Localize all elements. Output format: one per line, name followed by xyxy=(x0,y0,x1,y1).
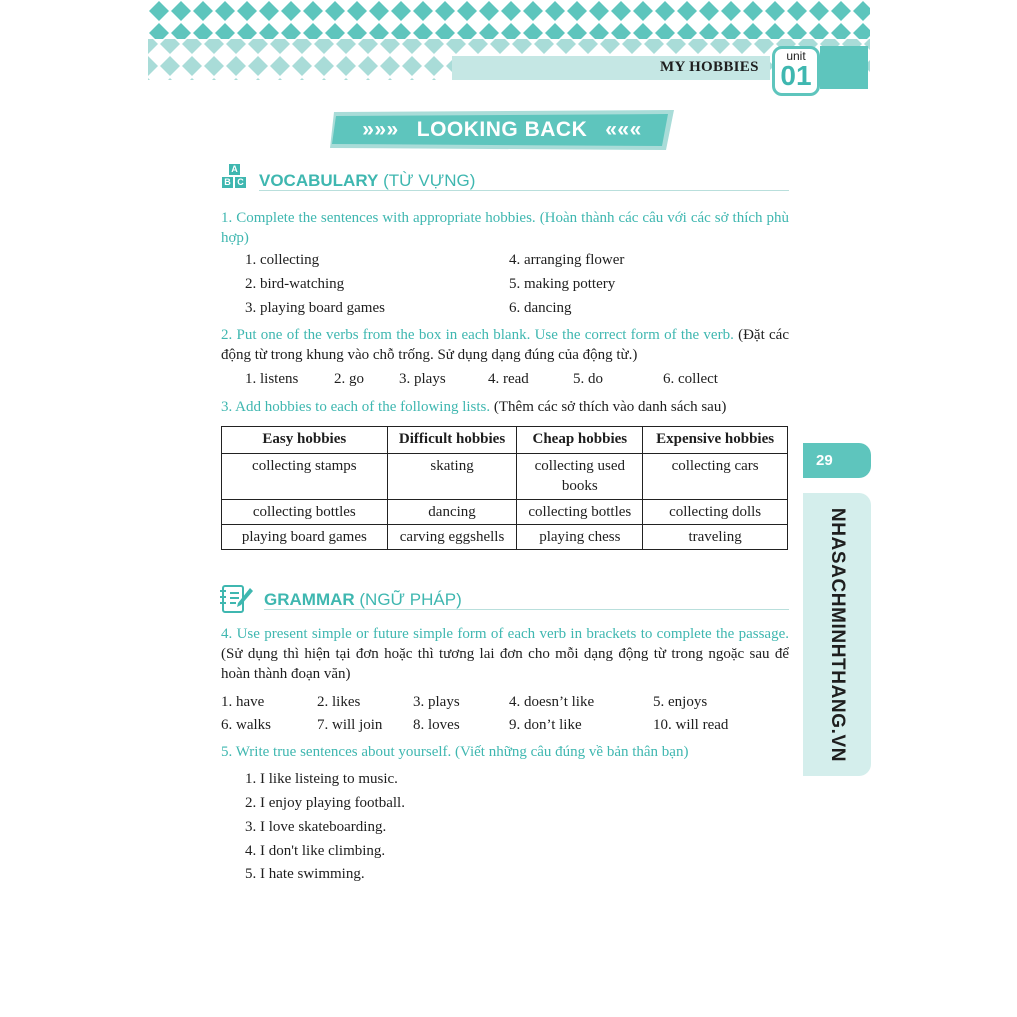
unit-number: 01 xyxy=(780,60,812,91)
q2-answer-5: 5. do xyxy=(573,371,603,387)
column-header: Cheap hobbies xyxy=(517,427,643,454)
table-row xyxy=(222,500,788,525)
q4-answer-3: 3. plays xyxy=(413,694,460,710)
banner-label: LOOKING BACK xyxy=(416,118,588,141)
section-divider xyxy=(264,609,789,610)
table-cell: collecting bottles xyxy=(517,500,643,525)
q1-answer-3: 3. playing board games xyxy=(245,300,385,316)
icon-letter-b: B xyxy=(222,177,233,188)
q2-translation: (Đặt các động từ trong khung vào chỗ trống. Sử dụng dạng đúng của động từ.) xyxy=(221,327,789,363)
table-cell: dancing xyxy=(387,500,517,525)
q1-answer-5: 5. making pottery xyxy=(509,276,616,292)
vocabulary-title: VOCABULARY xyxy=(259,171,379,190)
chevron-left-icon: ««« xyxy=(605,118,642,141)
vocabulary-subtitle: (TỪ VỰNG) xyxy=(383,171,476,190)
publisher-name: NHASACHMINHTHANG.VN xyxy=(827,507,848,763)
table-cell: collecting bottles xyxy=(222,500,388,525)
question-5 xyxy=(221,742,688,762)
q4-prompt: 4. Use present simple or future simple form of each verb in brackets to complete the passage. xyxy=(221,626,789,642)
column-header: Expensive hobbies xyxy=(643,427,788,454)
q5-answer-3: 3. I love skateboarding. xyxy=(245,819,387,835)
chapter-title: MY HOBBIES xyxy=(660,59,759,75)
q4-answer-10: 10. will read xyxy=(653,717,729,733)
q4-answer-8: 8. loves xyxy=(413,717,460,733)
q4-answer-7: 7. will join xyxy=(317,717,383,733)
unit-label: unit xyxy=(786,49,806,63)
q5-translation: (Viết những câu đúng về bản thân bạn) xyxy=(455,744,689,760)
table-row xyxy=(222,454,788,500)
q1-prompt: 1. Complete the sentences with appropriate hobbies. xyxy=(221,210,536,226)
table-row xyxy=(222,525,788,550)
page-number: 29 xyxy=(803,443,871,478)
question-2 xyxy=(221,325,789,365)
q1-answer-2: 2. bird-watching xyxy=(245,276,345,292)
icon-letter-c: C xyxy=(235,177,246,188)
grammar-title: GRAMMAR xyxy=(264,590,355,609)
q4-answer-1: 1. have xyxy=(221,694,265,710)
chevron-right-icon: »»» xyxy=(362,118,399,141)
q4-answer-9: 9. don’t like xyxy=(509,717,582,733)
q5-answer-2: 2. I enjoy playing football. xyxy=(245,795,405,811)
question-3 xyxy=(221,397,726,417)
table-cell: traveling xyxy=(643,525,788,550)
unit-badge-tail xyxy=(820,46,868,89)
q2-answer-4: 4. read xyxy=(488,371,529,387)
q1-answer-1: 1. collecting xyxy=(245,252,320,268)
publisher-tab xyxy=(803,493,871,776)
q5-answer-1: 1. I like listeing to music. xyxy=(245,771,398,787)
column-header: Easy hobbies xyxy=(222,427,388,454)
unit-badge xyxy=(772,46,820,96)
q1-translation: (Hoàn thành các câu với các sở thích phù hợp) xyxy=(221,210,790,246)
table-cell: playing board games xyxy=(222,525,388,550)
q5-prompt: 5. Write true sentences about yourself. xyxy=(221,744,452,760)
hobbies-table xyxy=(221,426,788,550)
q2-answer-6: 6. collect xyxy=(663,371,718,387)
notebook-pencil-icon xyxy=(220,584,254,614)
q1-answer-6: 6. dancing xyxy=(509,300,572,316)
table-cell: collecting cars xyxy=(643,454,788,500)
table-cell: carving eggshells xyxy=(387,525,517,550)
q2-answer-1: 1. listens xyxy=(245,371,299,387)
q4-answer-5: 5. enjoys xyxy=(653,694,708,710)
table-cell: collecting stamps xyxy=(222,454,388,500)
q3-translation: (Thêm các sở thích vào danh sách sau) xyxy=(493,399,727,415)
q4-answer-4: 4. doesn’t like xyxy=(509,694,595,710)
q4-answer-2: 2. likes xyxy=(317,694,361,710)
q2-answer-3: 3. plays xyxy=(399,371,446,387)
q4-translation: (Sử dụng thì hiện tại đơn hoặc thì tương lai đơn cho mỗi dạng động từ trong ngoặc sau để hoàn thành đoạn văn) xyxy=(221,646,789,682)
grammar-heading xyxy=(264,590,462,610)
table-cell: collecting dolls xyxy=(643,500,788,525)
q2-prompt: 2. Put one of the verbs from the box in each blank. Use the correct form of the verb. xyxy=(221,327,734,343)
table-cell: skating xyxy=(387,454,517,500)
looking-back-banner xyxy=(330,110,674,150)
column-header: Difficult hobbies xyxy=(387,427,517,454)
grammar-subtitle: (NGỮ PHÁP) xyxy=(359,590,462,609)
q5-answer-4: 4. I don't like climbing. xyxy=(245,843,386,859)
abc-blocks-icon xyxy=(222,164,248,190)
vocabulary-heading xyxy=(259,171,475,191)
q4-answer-6: 6. walks xyxy=(221,717,271,733)
q3-prompt: 3. Add hobbies to each of the following lists. xyxy=(221,399,491,415)
table-cell: playing chess xyxy=(517,525,643,550)
q2-answer-2: 2. go xyxy=(334,371,364,387)
table-cell: collecting used books xyxy=(517,454,643,500)
question-1 xyxy=(221,208,789,248)
table-header-row xyxy=(222,427,788,454)
icon-letter-a: A xyxy=(229,164,240,175)
q1-answer-4: 4. arranging flower xyxy=(509,252,625,268)
q5-answer-5: 5. I hate swimming. xyxy=(245,866,365,882)
section-divider xyxy=(259,190,789,191)
question-4 xyxy=(221,624,789,684)
